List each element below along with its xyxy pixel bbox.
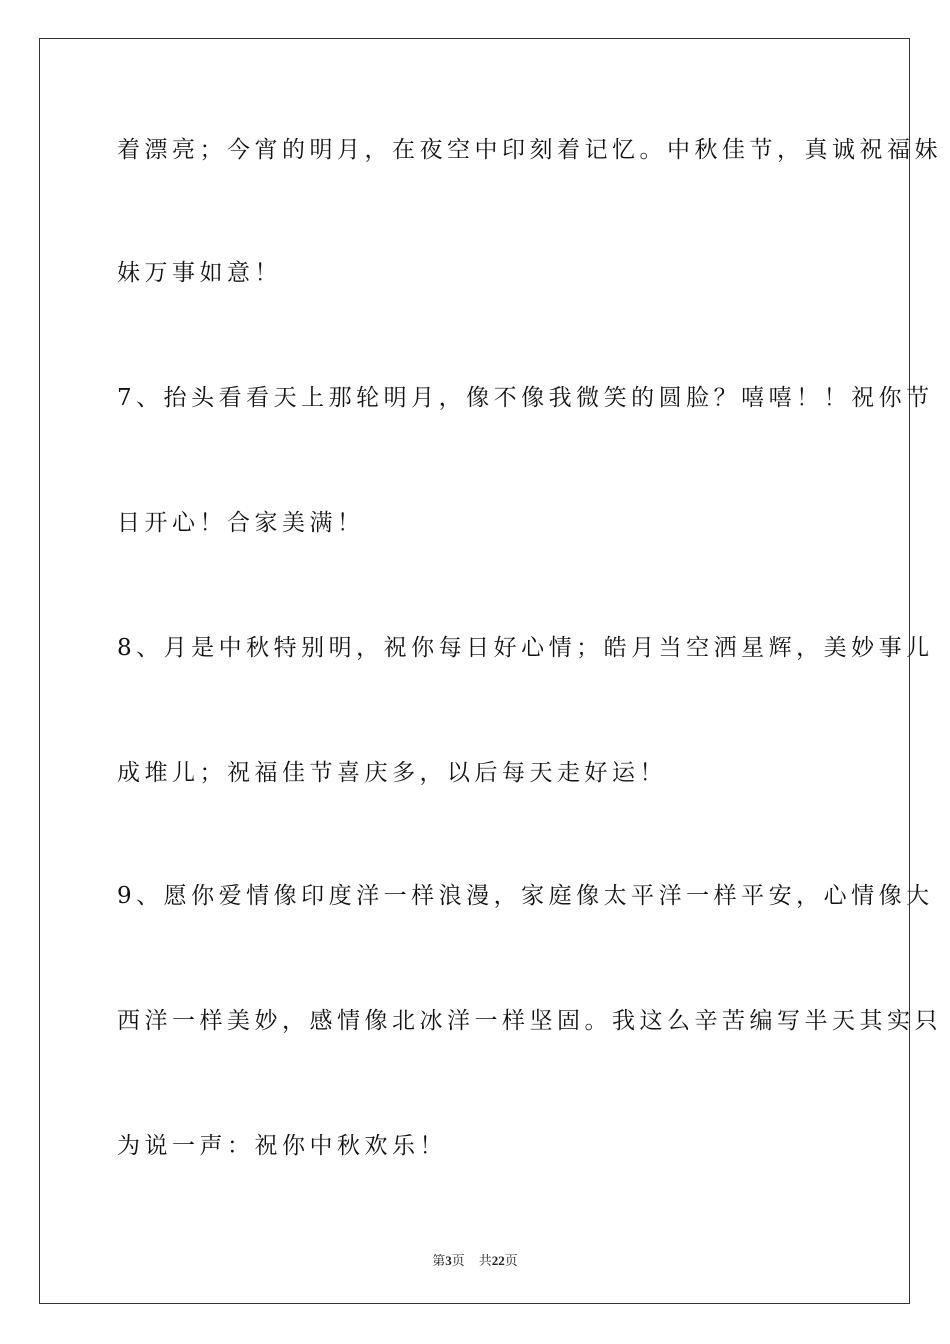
page-prefix: 第 bbox=[432, 1253, 446, 1268]
text-line-5: 8、月是中秋特别明，祝你每日好心情；皓月当空洒星辉，美妙事儿 bbox=[117, 635, 934, 661]
text-line-2: 妹万事如意！ bbox=[117, 260, 282, 286]
text-line-8: 西洋一样美妙，感情像北冰洋一样坚固。我这么辛苦编写半天其实只 bbox=[117, 1008, 942, 1034]
page-footer bbox=[0, 1250, 950, 1269]
page-number: 3 bbox=[445, 1253, 452, 1268]
total-suffix: 页 bbox=[504, 1253, 518, 1268]
text-line-1: 着漂亮；今宵的明月，在夜空中印刻着记忆。中秋佳节，真诚祝福妹 bbox=[117, 137, 942, 163]
text-line-9: 为说一声：祝你中秋欢乐！ bbox=[117, 1133, 447, 1159]
page-suffix: 页 bbox=[451, 1253, 465, 1268]
text-line-6: 成堆儿；祝福佳节喜庆多，以后每天走好运！ bbox=[117, 760, 667, 786]
text-line-4: 日开心！合家美满！ bbox=[117, 510, 365, 536]
text-line-7: 9、愿你爱情像印度洋一样浪漫，家庭像太平洋一样平安，心情像大 bbox=[117, 883, 934, 909]
page-border bbox=[39, 38, 910, 1304]
total-pages: 22 bbox=[491, 1253, 505, 1268]
text-line-3: 7、抬头看看天上那轮明月，像不像我微笑的圆脸？嘻嘻！！祝你节 bbox=[117, 385, 934, 411]
total-prefix: 共 bbox=[478, 1253, 492, 1268]
